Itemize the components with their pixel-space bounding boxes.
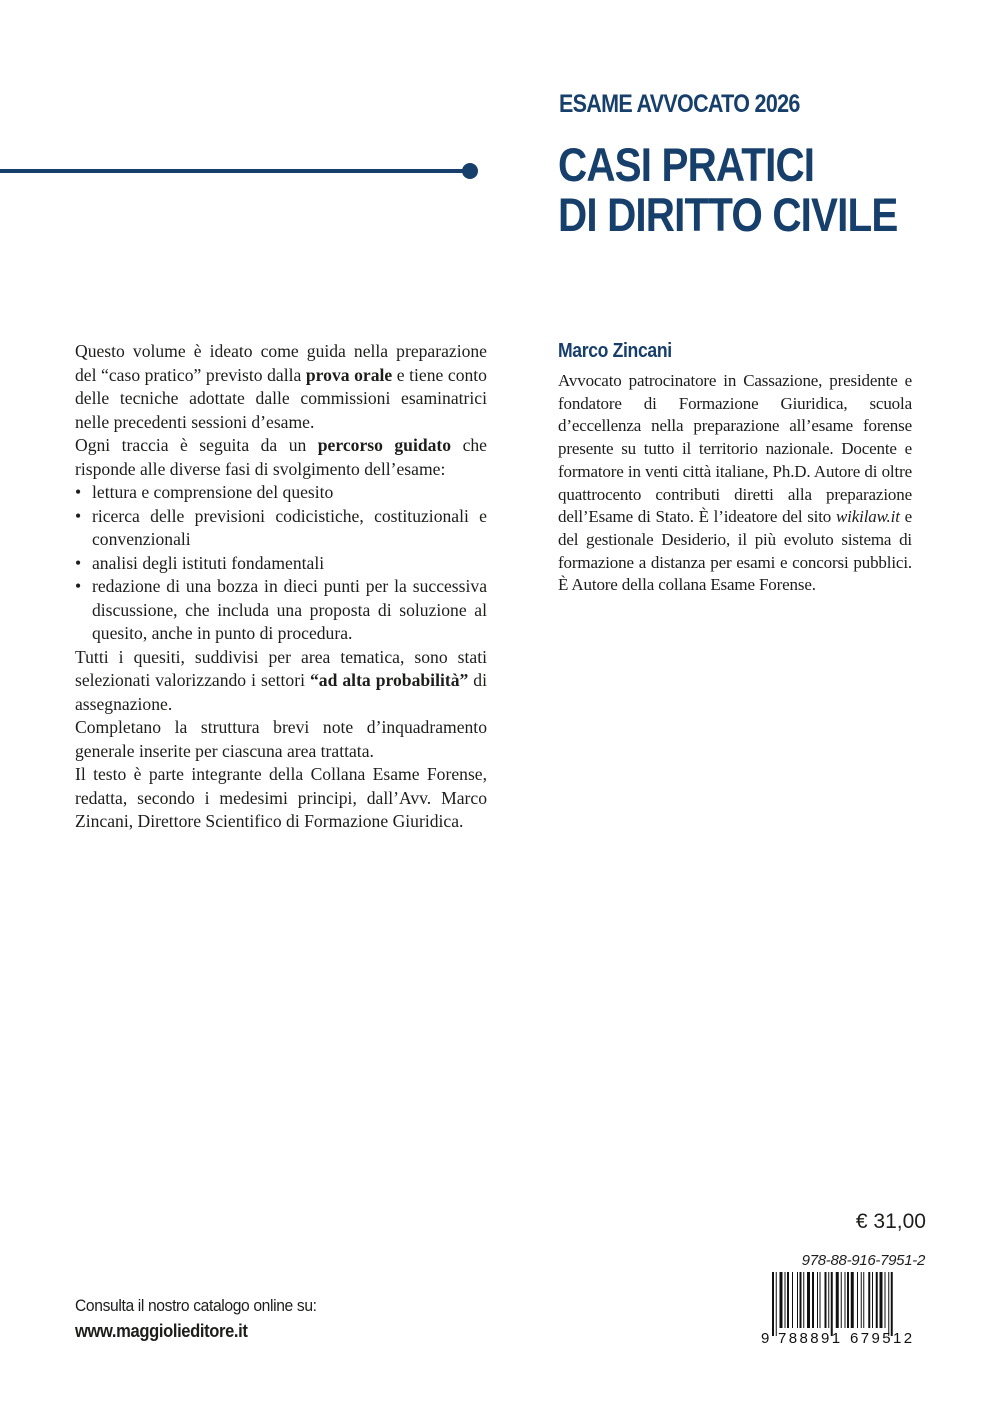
publisher-website-link[interactable]: www.maggiolieditore.it — [75, 1321, 248, 1341]
description-paragraph — [75, 340, 487, 434]
barcode-bar — [891, 1272, 893, 1336]
description-paragraph — [75, 646, 487, 717]
description-list — [75, 481, 487, 646]
text-run-bold: “ad alta probabilità” — [310, 670, 469, 690]
barcode-bar — [836, 1272, 839, 1328]
book-title-line-2: DI DIRITTO CIVILE — [558, 188, 898, 241]
barcode-digits-left: 788891 — [778, 1330, 843, 1344]
title-rule-dot — [462, 163, 478, 179]
text-run: e del gestionale Desiderio, il più evoluto sistema di formazione a distanza per esami e concorsi pubblici. È Autore della collana Esame Forense. — [558, 507, 912, 595]
barcode-bar — [857, 1272, 858, 1328]
barcode-bar — [787, 1272, 789, 1328]
barcode-bar — [785, 1272, 786, 1328]
barcode-bar — [800, 1272, 802, 1328]
barcode-bar — [861, 1272, 862, 1328]
barcode-bar — [820, 1272, 821, 1328]
barcode-bar — [828, 1272, 829, 1328]
barcode-bar — [825, 1272, 827, 1328]
text-run: e tiene conto delle tecniche adottate dalle commissioni esaminatrici nelle precedenti sessioni d’esame. — [75, 364, 487, 432]
barcode-bar — [872, 1272, 873, 1328]
author-bio — [558, 370, 912, 597]
barcode-bar — [885, 1272, 886, 1328]
barcode-bar — [831, 1272, 833, 1336]
description-paragraph: Il testo è parte integrante della Collana Esame Forense, redatta, secondo i medesimi principi, dall’Avv. Marco Zincani, Direttore Scientifico di Formazione Giuridica. — [75, 764, 487, 831]
text-run: Ogni traccia è seguita da un — [75, 435, 318, 455]
series-label: ESAME AVVOCATO 2026 — [559, 90, 800, 118]
barcode-bar — [845, 1272, 846, 1328]
isbn: 978-88-916-7951-2 — [801, 1252, 925, 1269]
barcode-bar — [841, 1272, 842, 1328]
barcode-bar — [780, 1272, 783, 1328]
price: € 31,00 — [855, 1210, 926, 1233]
barcode-bar — [776, 1272, 777, 1336]
barcode-bar — [792, 1272, 793, 1328]
author-name: Marco Zincani — [558, 340, 672, 362]
text-run: Avvocato patrocinatore in Cassazione, presidente e fondatore di Formazione Giuridica, scuola d’eccellenza nella preparazione all’esame forense presente su tutto il territorio nazionale. Docente e formatore in venti città italiane, Ph.D. Autore di oltre quattrocento contributi diretti alla preparazione dell’Esame di Stato. È l’ideatore del sito — [558, 371, 912, 527]
barcode-bar — [880, 1272, 883, 1328]
list-item: • analisi degli istituti fondamentali — [75, 552, 487, 576]
list-item: • lettura e comprensione del quesito — [75, 481, 487, 505]
barcode — [760, 1272, 926, 1344]
website-mention: wikilaw.it — [835, 507, 900, 527]
barcode-bars — [772, 1272, 893, 1336]
book-title — [558, 140, 897, 240]
barcode-bar — [817, 1272, 818, 1328]
text-run: Tutti i quesiti, suddivisi per area tematica, sono stati selezionati valorizzando i settori — [75, 646, 487, 690]
barcode-bar — [807, 1272, 810, 1328]
barcode-bar — [876, 1272, 878, 1328]
barcode-bar — [797, 1272, 798, 1328]
text-run-bold: percorso guidato — [317, 435, 452, 455]
book-description — [75, 340, 487, 834]
description-paragraph: Completano la struttura brevi note d’inquadramento generale inserite per ciascuna area trattata. — [75, 717, 487, 761]
text-run: di assegnazione. — [75, 670, 487, 714]
barcode-bar — [888, 1272, 889, 1336]
description-paragraph — [75, 434, 487, 481]
title-rule — [0, 169, 470, 173]
barcode-bar — [868, 1272, 870, 1328]
barcode-digit-lead: 9 — [761, 1330, 770, 1344]
book-title-line-1: CASI PRATICI — [558, 138, 815, 191]
barcode-bar — [863, 1272, 864, 1328]
catalog-note: Consulta il nostro catalogo online su: — [75, 1296, 317, 1315]
text-run: che risponde alle diverse fasi di svolgimento dell’esame: — [75, 435, 487, 479]
barcode-bar — [847, 1272, 849, 1328]
text-run: Questo volume è ideato come guida nella preparazione del “caso pratico” previsto dalla — [75, 341, 487, 385]
barcode-bar — [851, 1272, 854, 1328]
barcode-bar — [772, 1272, 774, 1336]
list-item: • ricerca delle previsioni codicistiche, costituzionali e convenzionali — [75, 505, 487, 552]
text-run-bold: prova orale — [305, 364, 393, 385]
barcode-bar — [812, 1272, 814, 1328]
barcode-digits-right: 679512 — [850, 1330, 915, 1344]
barcode-bar — [803, 1272, 804, 1328]
list-item: • redazione di una bozza in dieci punti per la successiva discussione, che includa una proposta di soluzione al quesito, anche in punto di procedura. — [75, 575, 487, 646]
